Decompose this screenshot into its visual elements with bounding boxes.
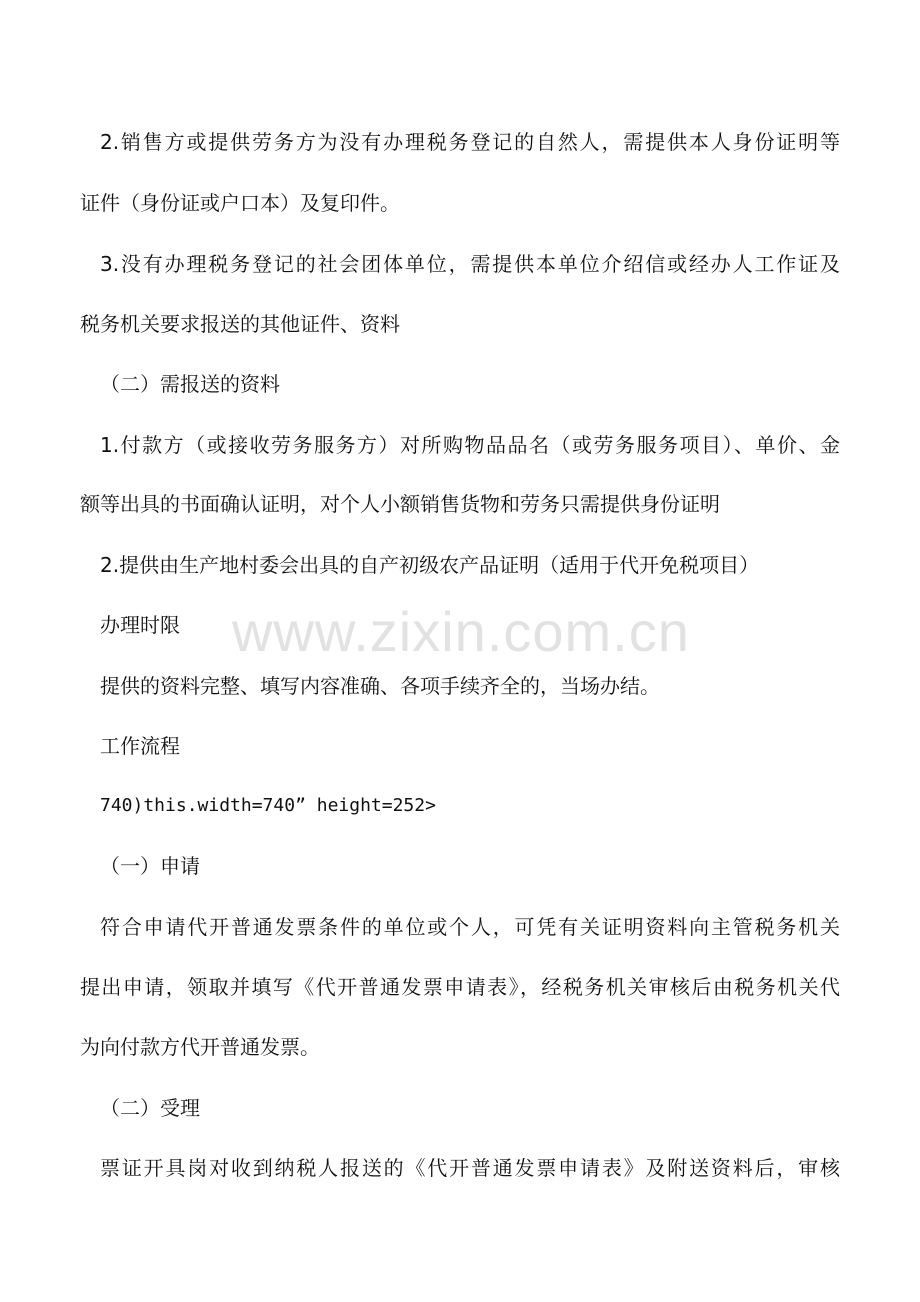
paragraph-line: 3.没有办理税务登记的社会团体单位，需提供本单位介绍信或经办人工作证及: [100, 252, 840, 276]
section-heading: 工作流程: [100, 734, 180, 758]
section-heading: 办理时限: [100, 613, 180, 637]
section-heading: （二）需报送的资料: [100, 372, 280, 396]
image-placeholder-text: 740)this.width=740” height=252>: [100, 795, 436, 816]
paragraph-line: 税务机关要求报送的其他证件、资料: [80, 312, 400, 336]
paragraph-line: 2.提供由生产地村委会出具的自产初级农产品证明（适用于代开免税项目）: [100, 553, 760, 577]
paragraph-line: 2.销售方或提供劳务方为没有办理税务登记的自然人，需提供本人身份证明等: [100, 130, 840, 154]
paragraph-line: 为向付款方代开普通发票。: [80, 1035, 320, 1059]
paragraph-line: 符合申请代开普通发票条件的单位或个人，可凭有关证明资料向主管税务机关: [100, 915, 840, 939]
paragraph-line: 证件（身份证或户口本）及复印件。: [80, 191, 400, 215]
paragraph-line: 1.付款方（或接收劳务服务方）对所购物品品名（或劳务服务项目）、单价、金: [100, 433, 840, 457]
paragraph-line: 额等出具的书面确认证明，对个人小额销售货物和劳务只需提供身份证明: [80, 492, 720, 516]
section-heading: （一）申请: [100, 854, 200, 878]
paragraph-line: 提出申请，领取并填写《代开普通发票申请表》，经税务机关审核后由税务机关代: [80, 975, 840, 999]
paragraph-line: 票证开具岗对收到纳税人报送的《代开普通发票申请表》及附送资料后，审核: [100, 1156, 840, 1180]
paragraph-line: 提供的资料完整、填写内容准确、各项手续齐全的，当场办结。: [100, 674, 660, 698]
section-heading: （二）受理: [100, 1096, 200, 1120]
watermark: www.zixin.com.cn: [232, 600, 690, 663]
